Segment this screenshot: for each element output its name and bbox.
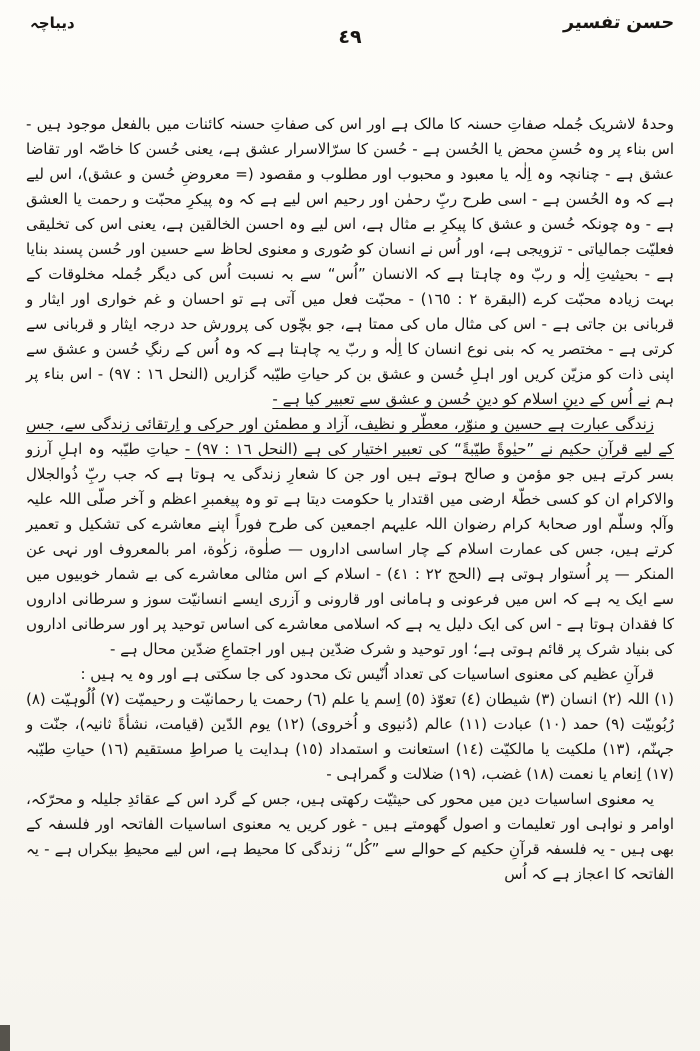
paragraph-zindagi — [26, 412, 674, 662]
book-title-calligraphy: حسن تفسیر — [562, 12, 676, 33]
scan-corner-artifact — [0, 1025, 10, 1051]
page-header — [0, 0, 700, 60]
paragraph-husn-ishq — [26, 112, 674, 412]
page-number: ٤٩ — [338, 26, 362, 48]
paragraph-husn-ishq-text: وحدۂ لاشریک جُملہ صفاتِ حسنہ کا مالک ہے اور اس کی صفاتِ حسنہ کائنات میں بالفعل موجود ہیں - اس بناء پر وہ حُسنِ محض یا الحُسن ہے - حُسن کا سرّالاسرار عشق ہے، یعنی حُسن کا خاصّہ اور تقاضا عشق ہے - چنانچہ وہ اِلٰہ یا معبود و محبوب اور مطلوب و مقصود (= معروضِ حُسن و عشق)، اس لیے ہے کہ وہ الحُسن ہے - اسی طرح ربِّ رحمٰن اور رحیم اس لیے ہے کہ وہ پیکرِ محبّت و رحمت یا العشق ہے - وہ چونکہ حُسن و عشق کا پیکرِ بے مثال ہے، اس لیے وہ احسن الخالقین ہے، یعنی اس کی تخلیقی فعلیّت جمالیاتی - تزویجی ہے، اور اُس نے انسان کو صُوری و معنوی لحاظ سے حسین اور حُسن پسند بنایا ہے - بحیثیتِ اِلٰہ و ربّ وہ چاہتا ہے کہ الانسان ”اُس“ سے بہ نسبت اُس کی دیگر جُملہ مخلوقات کے بہت زیادہ محبّت کرے (البقرة ٢ : ١٦٥) - محبّت فعل میں آتی ہے تو احسان و غم خواری اور ایثار و قربانی بن جاتی ہے - اس کی مثال ماں کی ممتا ہے، جو بچّوں کی پرورش حد درجہ ایثار و قربانی سے کرتی ہے - مختصر یہ کہ بنی نوع انسان کا اِلٰہ و ربّ یہ چاہتا ہے کہ وہ اُس کے رنگِ حُسن و عشق سے اپنی ذات کو مزیّن کریں اور اہلِ حُسن و عشق بن کر حیاتِ طیّبہ گزاریں (النحل ١٦ : ٩٧) - اس بناء پر ہم — [26, 115, 674, 408]
preface-label: دیباچہ — [30, 14, 75, 32]
paragraph-asasiyat-list: (١) اللہ (٢) انسان (٣) شیطان (٤) تعوّذ (٥) اِسم یا علم (٦) رحمت یا رحمانیّت و رحیمیّت (٧) اُلُوہیّت (٨) رُبُوبیّت (٩) حمد (١٠) عبادت (١١) عالم (دُنیوی و اُخروی) (١٢) یوم الدّین (قیامت، نشأةً ثانیہ)، جنّت و جہنّم، (١٣) ملکیت یا مالکیّت (١٤) استعانت و استمداد (١٥) ہدایت یا صراطِ مستقیم (١٦) حیاتِ طیّبہ (١٧) اِنعام یا نعمت (١٨) غضب، (١٩) ضلالت و گمراہی - — [26, 690, 675, 783]
page-body — [26, 112, 674, 1041]
underlined-phrase-din-husn-ishq: نے اُس کے دینِ اسلام کو دینِ حُسن و عشق سے تعبیر کیا ہے - — [272, 390, 651, 408]
paragraph-conclusion: یہ معنوی اساسیات دین میں محور کی حیثیّت رکھتی ہیں، جس کے گرد اس کے عقائدِ جلیلہ و محرّکہ، اوامر و نواہی اور تعلیمات و اصول گھومتے ہیں - غور کریں یہ معنوی اساسیات الفاتحہ اور فلسفہ کے بھی ہیں - یہ فلسفہ قرآنِ حکیم کے حوالے سے ”کُل“ زندگی کا محیط ہے، اس لیے محیطِ بیکراں ہے - یہ الفاتحہ کا اعجاز ہے کہ اُس — [26, 790, 674, 883]
underlined-phrase-hayat-tayyiba: زندگی عبارت ہے حسین و منوّر، معطّر و نظیف، آزاد و مطمئن اور حرکی و اِرتقائی زندگی سے، جس کے لیے قرآنِ حکیم نے ”حیٰوةً طیّبةً“ کی تعبیر اختیار کی ہے (النحل ١٦ : ٩٧) - — [26, 415, 675, 458]
paragraph-asasiyat-intro: قرآنِ عظیم کی معنوی اساسیات کی تعداد اُنّیس تک محدود کی جا سکتی ہے اور وہ یہ ہیں : — [80, 665, 654, 683]
paragraph-zindagi-text: حیاتِ طیّبہ وہ اہلِ آرزو بسر کرتے ہیں جو مؤمن و صالح ہوتے ہیں اور جن کا شعارِ زندگی یہ ہوتا ہے کہ جب ربِّ ذُوالجلال والاکرام ان کو کسی خطّۂ ارضی میں اقتدار یا حکومت دیتا ہے تو وہ پیغمبرِ اعظم و آخر صلّی اللہ علیہ وآلہٖ وسلّم اور صحابۂ کرام رضوان اللہ علیہم اجمعین کی طرح فوراً اپنے معاشرے کی تشکیل و تعمیر کرتے ہیں، جس کی عمارت اسلام کے چار اساسی اداروں — صلٰوة، زکٰوة، امر بالمعروف اور نہی عن المنکر — پر اُستوار ہوتی ہے (الحج ٢٢ : ٤١) - اسلام کے اس مثالی معاشرے کی بے شمار خوبیوں میں سے ایک یہ ہے کہ اس میں فرعونی و ہامانی اور قارونی و آزری ایسے انسانیّت سوز و سرطانی اداروں کا فقدان ہوتا ہے - اس کی ایک دلیل یہ ہے کہ اسلامی معاشرے کی اساس توحید پر اور سرطانی اداروں کی بنیاد شرک پر قائم ہوتی ہے؛ اور توحید و شرک ضدّین ہیں اور اجتماعِ ضدّین محال ہے - — [26, 440, 674, 658]
